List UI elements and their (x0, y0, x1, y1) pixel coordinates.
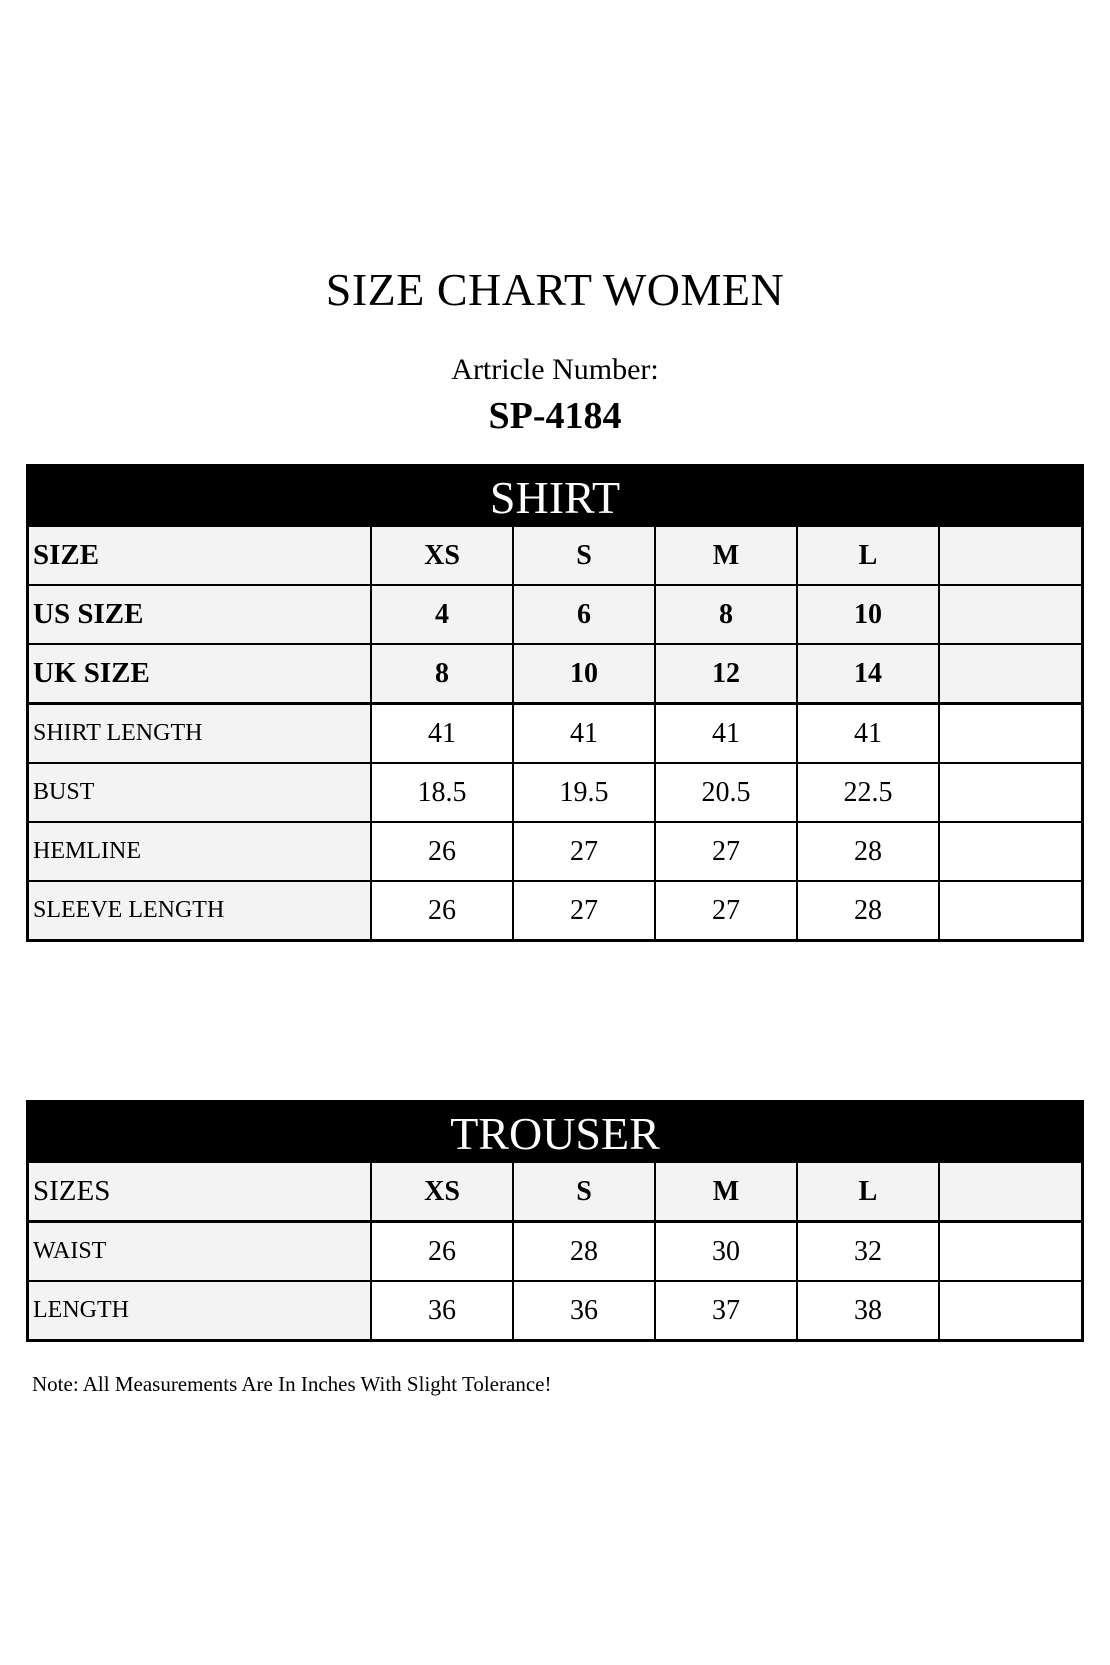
measurement-cell: 41 (371, 704, 513, 764)
measurement-cell: 41 (513, 704, 655, 764)
row-label: LENGTH (29, 1281, 371, 1339)
measurement-cell: 27 (513, 822, 655, 881)
measurement-cell: 27 (513, 881, 655, 939)
row-label: UK SIZE (29, 644, 371, 704)
uk-size-cell: 8 (371, 644, 513, 704)
shirt-size-chart (26, 464, 1084, 942)
us-size-cell: 4 (371, 585, 513, 644)
table-row (29, 704, 1081, 764)
size-cell: M (655, 1163, 797, 1222)
table-row (29, 644, 1081, 704)
size-cell: S (513, 1163, 655, 1222)
uk-size-cell (939, 644, 1081, 704)
us-size-cell: 8 (655, 585, 797, 644)
measurement-cell: 18.5 (371, 763, 513, 822)
measurement-cell (939, 1222, 1081, 1282)
measurement-cell: 37 (655, 1281, 797, 1339)
row-label: SIZE (29, 527, 371, 585)
measurement-cell (939, 881, 1081, 939)
measurement-cell: 38 (797, 1281, 939, 1339)
trouser-size-chart (26, 1100, 1084, 1342)
table-row (29, 585, 1081, 644)
us-size-cell (939, 585, 1081, 644)
measurement-cell: 26 (371, 1222, 513, 1282)
row-label: SIZES (29, 1163, 371, 1222)
measurement-cell: 30 (655, 1222, 797, 1282)
measurement-cell: 22.5 (797, 763, 939, 822)
measurement-cell: 20.5 (655, 763, 797, 822)
measurement-cell: 28 (513, 1222, 655, 1282)
size-cell: XS (371, 527, 513, 585)
row-label: SHIRT LENGTH (29, 704, 371, 764)
shirt-heading: SHIRT (29, 467, 1081, 527)
row-label: WAIST (29, 1222, 371, 1282)
table-row (29, 1222, 1081, 1282)
table-row (29, 1281, 1081, 1339)
uk-size-cell: 10 (513, 644, 655, 704)
trouser-table (29, 1163, 1081, 1339)
measurement-note: Note: All Measurements Are In Inches With Slight Tolerance! (32, 1372, 552, 1396)
measurement-cell: 28 (797, 881, 939, 939)
size-cell (939, 1163, 1081, 1222)
table-row (29, 1163, 1081, 1222)
article-number: SP-4184 (488, 395, 622, 437)
measurement-cell (939, 704, 1081, 764)
table-row (29, 881, 1081, 939)
measurement-cell (939, 822, 1081, 881)
table-row (29, 822, 1081, 881)
table-row (29, 527, 1081, 585)
measurement-cell: 32 (797, 1222, 939, 1282)
table-row (29, 763, 1081, 822)
measurement-cell: 41 (655, 704, 797, 764)
uk-size-cell: 12 (655, 644, 797, 704)
row-label: BUST (29, 763, 371, 822)
page-title: SIZE CHART WOMEN (325, 264, 785, 315)
row-label: SLEEVE LENGTH (29, 881, 371, 939)
shirt-table (29, 527, 1081, 939)
us-size-cell: 6 (513, 585, 655, 644)
measurement-cell (939, 763, 1081, 822)
size-cell: L (797, 527, 939, 585)
row-label: US SIZE (29, 585, 371, 644)
size-cell: XS (371, 1163, 513, 1222)
measurement-cell: 19.5 (513, 763, 655, 822)
size-cell: S (513, 527, 655, 585)
size-cell: L (797, 1163, 939, 1222)
row-label: HEMLINE (29, 822, 371, 881)
measurement-cell (939, 1281, 1081, 1339)
us-size-cell: 10 (797, 585, 939, 644)
measurement-cell: 26 (371, 881, 513, 939)
measurement-cell: 28 (797, 822, 939, 881)
measurement-cell: 27 (655, 881, 797, 939)
trouser-heading: TROUSER (29, 1103, 1081, 1163)
size-cell: M (655, 527, 797, 585)
measurement-cell: 36 (513, 1281, 655, 1339)
size-cell (939, 527, 1081, 585)
uk-size-cell: 14 (797, 644, 939, 704)
measurement-cell: 41 (797, 704, 939, 764)
measurement-cell: 26 (371, 822, 513, 881)
measurement-cell: 36 (371, 1281, 513, 1339)
measurement-cell: 27 (655, 822, 797, 881)
article-number-label: Artricle Number: (451, 353, 659, 386)
